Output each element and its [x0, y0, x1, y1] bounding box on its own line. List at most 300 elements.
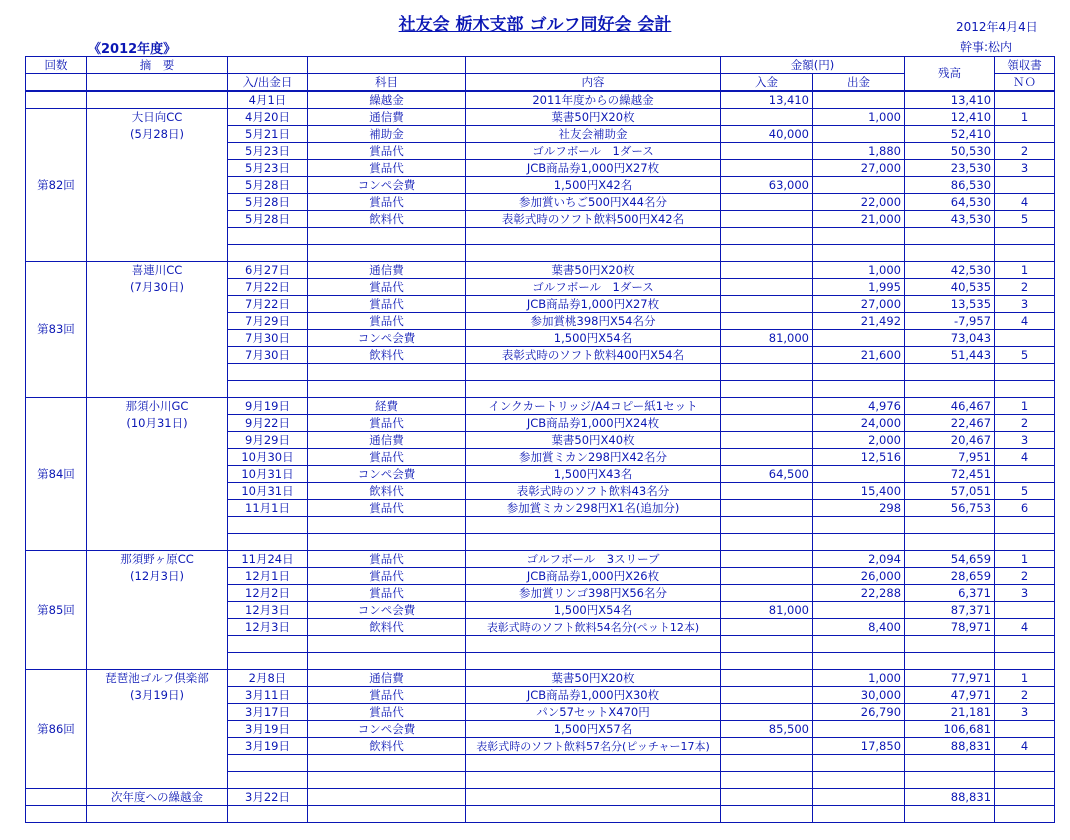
entry-date: 10月31日 [228, 466, 308, 483]
entry-balance: 21,181 [905, 704, 995, 721]
entry-out [813, 721, 905, 738]
entry-in [721, 279, 813, 296]
blank-cell [466, 806, 721, 823]
entry-in [721, 534, 813, 551]
entry-date: 7月30日 [228, 347, 308, 364]
entry-content: 1,500円X57名 [466, 721, 721, 738]
entry-subject: コンペ会費 [308, 330, 466, 347]
entry-subject: 賞品代 [308, 687, 466, 704]
entry-balance: 51,443 [905, 347, 995, 364]
entry-date: 5月23日 [228, 143, 308, 160]
opening-in: 13,410 [721, 91, 813, 109]
closing-subject [308, 789, 466, 806]
entry-date: 12月3日 [228, 602, 308, 619]
entry-receipt-no [995, 228, 1055, 245]
entry-date: 11月1日 [228, 500, 308, 517]
entry-in [721, 500, 813, 517]
entry-receipt-no: 4 [995, 619, 1055, 636]
entry-date [228, 245, 308, 262]
entry-in: 63,000 [721, 177, 813, 194]
header-content-top [466, 57, 721, 74]
round-number: 第82回 [26, 109, 87, 262]
entry-balance [905, 653, 995, 670]
entry-date: 12月1日 [228, 568, 308, 585]
header-summary-sub [87, 74, 228, 92]
entry-date: 9月22日 [228, 415, 308, 432]
opening-round [26, 91, 87, 109]
entry-balance: 47,971 [905, 687, 995, 704]
entry-receipt-no [995, 245, 1055, 262]
entry-out [813, 517, 905, 534]
entry-out: 1,880 [813, 143, 905, 160]
entry-balance: 20,467 [905, 432, 995, 449]
entry-content: JCB商品券1,000円X27枚 [466, 296, 721, 313]
entry-subject [308, 772, 466, 789]
report-date: 2012年4月4日 [956, 20, 1038, 34]
entry-subject: 通信費 [308, 670, 466, 687]
entry-out [813, 653, 905, 670]
entry-balance: 50,530 [905, 143, 995, 160]
entry-out [813, 228, 905, 245]
entry-in [721, 483, 813, 500]
entry-receipt-no: 2 [995, 568, 1055, 585]
entry-content: インクカートリッジ/A4コピー紙1セット [466, 398, 721, 415]
entry-subject [308, 755, 466, 772]
venue-date: (5月28日) [130, 127, 184, 141]
entry-subject: 飲料代 [308, 619, 466, 636]
entry-content: JCB商品券1,000円X27枚 [466, 160, 721, 177]
entry-content [466, 534, 721, 551]
entry-date: 9月29日 [228, 432, 308, 449]
entry-content: 参加賞いちご500円X44名分 [466, 194, 721, 211]
entry-in [721, 109, 813, 126]
entry-content: JCB商品券1,000円X24枚 [466, 415, 721, 432]
entry-out [813, 636, 905, 653]
entry-in [721, 347, 813, 364]
entry-out: 21,000 [813, 211, 905, 228]
entry-date: 5月28日 [228, 194, 308, 211]
entry-in [721, 653, 813, 670]
entry-receipt-no: 4 [995, 313, 1055, 330]
entry-subject: 飲料代 [308, 483, 466, 500]
venue-name: 喜連川CC [131, 263, 183, 277]
venue-name: 琵琶池ゴルフ倶楽部 [105, 671, 209, 685]
entry-date: 5月21日 [228, 126, 308, 143]
entry-in: 81,000 [721, 330, 813, 347]
entry-content [466, 517, 721, 534]
entry-in [721, 313, 813, 330]
entry-in [721, 228, 813, 245]
entry-content: 1,500円X43名 [466, 466, 721, 483]
entry-out [813, 330, 905, 347]
entry-content [466, 772, 721, 789]
entry-date [228, 755, 308, 772]
fiscal-year: 《2012年度》 [88, 42, 177, 57]
entry-out [813, 602, 905, 619]
opening-out [813, 91, 905, 109]
opening-content: 2011年度からの繰越金 [466, 91, 721, 109]
closing-date: 3月22日 [228, 789, 308, 806]
header-date: 入/出金日 [228, 74, 308, 92]
header-subject: 科目 [308, 74, 466, 92]
entry-out: 1,000 [813, 109, 905, 126]
entry-content: 葉書50円X20枚 [466, 262, 721, 279]
closing-out [813, 789, 905, 806]
entry-receipt-no: 5 [995, 483, 1055, 500]
entry-receipt-no [995, 602, 1055, 619]
closing-row [26, 789, 1055, 806]
round-number: 第86回 [26, 670, 87, 789]
closing-content [466, 789, 721, 806]
entry-receipt-no [995, 330, 1055, 347]
entry-out: 22,288 [813, 585, 905, 602]
closing-balance: 88,831 [905, 789, 995, 806]
opening-date: 4月1日 [228, 91, 308, 109]
entry-subject: 飲料代 [308, 211, 466, 228]
entry-balance [905, 636, 995, 653]
entry-balance: 46,467 [905, 398, 995, 415]
entry-subject: 賞品代 [308, 296, 466, 313]
entry-receipt-no: 4 [995, 194, 1055, 211]
entry-date: 3月17日 [228, 704, 308, 721]
entry-in [721, 262, 813, 279]
entry-content: 表彰式時のソフト飲料500円X42名 [466, 211, 721, 228]
entry-balance: 56,753 [905, 500, 995, 517]
entry-balance: 13,535 [905, 296, 995, 313]
entry-subject: 賞品代 [308, 704, 466, 721]
entry-date: 10月31日 [228, 483, 308, 500]
entry-in [721, 415, 813, 432]
entry-receipt-no: 3 [995, 296, 1055, 313]
entry-subject [308, 381, 466, 398]
header-balance: 残高 [905, 57, 995, 92]
entry-balance [905, 772, 995, 789]
closing-in [721, 789, 813, 806]
entry-date: 7月30日 [228, 330, 308, 347]
entry-content: 社友会補助金 [466, 126, 721, 143]
entry-date [228, 772, 308, 789]
round-number: 第84回 [26, 398, 87, 551]
header-subject-top [308, 57, 466, 74]
opening-no [995, 91, 1055, 109]
entry-balance: 43,530 [905, 211, 995, 228]
entry-balance [905, 245, 995, 262]
entry-in [721, 449, 813, 466]
entry-balance [905, 534, 995, 551]
entry-balance: 6,371 [905, 585, 995, 602]
entry-date: 7月22日 [228, 279, 308, 296]
entry-balance: 57,051 [905, 483, 995, 500]
blank-cell [995, 806, 1055, 823]
entry-subject: 賞品代 [308, 568, 466, 585]
entry-subject: 賞品代 [308, 279, 466, 296]
venue-cell [87, 398, 228, 551]
ledger-row [26, 262, 1055, 279]
entry-out [813, 772, 905, 789]
entry-balance: 12,410 [905, 109, 995, 126]
entry-balance [905, 228, 995, 245]
entry-out: 1,000 [813, 670, 905, 687]
entry-content: 葉書50円X20枚 [466, 670, 721, 687]
entry-date: 4月20日 [228, 109, 308, 126]
entry-subject: コンペ会費 [308, 721, 466, 738]
header-row-2 [26, 74, 1055, 92]
entry-balance: 64,530 [905, 194, 995, 211]
entry-balance: 78,971 [905, 619, 995, 636]
venue-name: 那須野ヶ原CC [120, 552, 194, 566]
entry-subject: 賞品代 [308, 449, 466, 466]
closing-no [995, 789, 1055, 806]
entry-subject [308, 245, 466, 262]
entry-in [721, 636, 813, 653]
entry-receipt-no [995, 755, 1055, 772]
blank-cell [905, 806, 995, 823]
blank-cell [721, 806, 813, 823]
entry-content: 参加賞ミカン298円X42名分 [466, 449, 721, 466]
entry-date: 10月30日 [228, 449, 308, 466]
entry-out: 27,000 [813, 296, 905, 313]
blank-cell [87, 806, 228, 823]
entry-balance: 72,451 [905, 466, 995, 483]
entry-content: 葉書50円X20枚 [466, 109, 721, 126]
entry-subject [308, 653, 466, 670]
entry-in [721, 517, 813, 534]
entry-receipt-no [995, 466, 1055, 483]
ledger-row [26, 109, 1055, 126]
entry-receipt-no: 3 [995, 704, 1055, 721]
entry-out [813, 534, 905, 551]
entry-date: 5月28日 [228, 211, 308, 228]
entry-receipt-no [995, 653, 1055, 670]
entry-receipt-no: 2 [995, 279, 1055, 296]
entry-content: 参加賞ミカン298円X1名(追加分) [466, 500, 721, 517]
entry-out [813, 755, 905, 772]
entry-in [721, 619, 813, 636]
entry-in [721, 704, 813, 721]
entry-subject: 飲料代 [308, 738, 466, 755]
entry-in [721, 687, 813, 704]
entry-subject: 賞品代 [308, 313, 466, 330]
entry-content [466, 636, 721, 653]
venue-cell [87, 670, 228, 789]
entry-content [466, 228, 721, 245]
entry-content: ゴルフボール 3スリーブ [466, 551, 721, 568]
header-round: 回数 [26, 57, 87, 74]
entry-receipt-no [995, 177, 1055, 194]
entry-out: 27,000 [813, 160, 905, 177]
entry-out: 1,995 [813, 279, 905, 296]
entry-balance [905, 364, 995, 381]
entry-receipt-no [995, 517, 1055, 534]
entry-date: 11月24日 [228, 551, 308, 568]
header-amount: 金額(円) [721, 57, 905, 74]
entry-date [228, 534, 308, 551]
entry-receipt-no: 5 [995, 211, 1055, 228]
entry-in [721, 381, 813, 398]
entry-balance: 40,535 [905, 279, 995, 296]
header-receipt: 領収書 [995, 57, 1055, 74]
entry-in [721, 160, 813, 177]
opening-row [26, 91, 1055, 109]
entry-content: JCB商品券1,000円X26枚 [466, 568, 721, 585]
entry-out: 21,492 [813, 313, 905, 330]
ledger-table [25, 56, 1055, 823]
entry-subject: 賞品代 [308, 500, 466, 517]
entry-receipt-no [995, 721, 1055, 738]
entry-in [721, 755, 813, 772]
venue-cell [87, 109, 228, 262]
entry-out: 15,400 [813, 483, 905, 500]
manager-name: 幹事:松内 [960, 40, 1013, 54]
entry-date: 5月23日 [228, 160, 308, 177]
header-content: 内容 [466, 74, 721, 92]
entry-out: 12,516 [813, 449, 905, 466]
entry-in [721, 772, 813, 789]
entry-balance: 23,530 [905, 160, 995, 177]
entry-in: 40,000 [721, 126, 813, 143]
entry-out: 4,976 [813, 398, 905, 415]
entry-content: 表彰式時のソフト飲料54名分(ペット12本) [466, 619, 721, 636]
venue-cell [87, 262, 228, 398]
entry-date [228, 364, 308, 381]
entry-subject: 通信費 [308, 109, 466, 126]
entry-balance [905, 381, 995, 398]
entry-subject: コンペ会費 [308, 602, 466, 619]
entry-in [721, 738, 813, 755]
entry-balance: 77,971 [905, 670, 995, 687]
entry-date: 12月2日 [228, 585, 308, 602]
entry-date: 2月8日 [228, 670, 308, 687]
entry-content: 1,500円X54名 [466, 330, 721, 347]
blank-cell [228, 806, 308, 823]
entry-subject: 賞品代 [308, 194, 466, 211]
opening-summary [87, 91, 228, 109]
entry-content [466, 381, 721, 398]
page-title: 社友会 栃木支部 ゴルフ同好会 会計 [398, 15, 672, 35]
entry-subject [308, 636, 466, 653]
ledger-row [26, 398, 1055, 415]
entry-date: 5月28日 [228, 177, 308, 194]
entry-receipt-no [995, 381, 1055, 398]
entry-balance [905, 517, 995, 534]
entry-in: 85,500 [721, 721, 813, 738]
header-round-sub [26, 74, 87, 92]
entry-content: 参加賞リンゴ398円X56名分 [466, 585, 721, 602]
entry-subject: 賞品代 [308, 585, 466, 602]
entry-out [813, 381, 905, 398]
entry-receipt-no: 2 [995, 143, 1055, 160]
header-in: 入金 [721, 74, 813, 92]
entry-out: 298 [813, 500, 905, 517]
entry-content: ゴルフボール 1ダース [466, 279, 721, 296]
entry-receipt-no: 3 [995, 160, 1055, 177]
entry-receipt-no: 1 [995, 670, 1055, 687]
entry-balance: 73,043 [905, 330, 995, 347]
header-row-1 [26, 57, 1055, 74]
entry-subject: 賞品代 [308, 551, 466, 568]
entry-receipt-no: 3 [995, 585, 1055, 602]
entry-balance: 42,530 [905, 262, 995, 279]
entry-content: 葉書50円X40枚 [466, 432, 721, 449]
entry-receipt-no: 5 [995, 347, 1055, 364]
entry-in [721, 364, 813, 381]
blank-row [26, 806, 1055, 823]
entry-balance: 54,659 [905, 551, 995, 568]
entry-receipt-no: 1 [995, 109, 1055, 126]
venue-name: 那須小川GC [125, 399, 189, 413]
entry-content: 1,500円X42名 [466, 177, 721, 194]
entry-receipt-no: 1 [995, 551, 1055, 568]
entry-subject [308, 534, 466, 551]
entry-in [721, 296, 813, 313]
round-number: 第83回 [26, 262, 87, 398]
entry-out [813, 245, 905, 262]
entry-date: 3月11日 [228, 687, 308, 704]
entry-balance: -7,957 [905, 313, 995, 330]
entry-content [466, 364, 721, 381]
entry-date: 12月3日 [228, 619, 308, 636]
entry-subject: 通信費 [308, 432, 466, 449]
entry-receipt-no [995, 772, 1055, 789]
entry-content: 1,500円X54名 [466, 602, 721, 619]
ledger-row [26, 551, 1055, 568]
entry-receipt-no [995, 534, 1055, 551]
venue-date: (12月3日) [130, 569, 184, 583]
entry-subject: 補助金 [308, 126, 466, 143]
entry-balance: 52,410 [905, 126, 995, 143]
entry-out: 22,000 [813, 194, 905, 211]
entry-subject: コンペ会費 [308, 466, 466, 483]
entry-out: 2,000 [813, 432, 905, 449]
entry-receipt-no: 6 [995, 500, 1055, 517]
entry-content: JCB商品券1,000円X30枚 [466, 687, 721, 704]
entry-in [721, 398, 813, 415]
venue-date: (3月19日) [130, 688, 184, 702]
entry-balance: 88,831 [905, 738, 995, 755]
header-date-top [228, 57, 308, 74]
entry-out: 1,000 [813, 262, 905, 279]
entry-out [813, 364, 905, 381]
entry-out [813, 466, 905, 483]
blank-cell [26, 806, 87, 823]
entry-out: 24,000 [813, 415, 905, 432]
entry-date: 7月29日 [228, 313, 308, 330]
entry-out: 26,000 [813, 568, 905, 585]
venue-date: (10月31日) [126, 416, 188, 430]
entry-content [466, 653, 721, 670]
entry-content: パン57セットX470円 [466, 704, 721, 721]
blank-cell [813, 806, 905, 823]
entry-in [721, 432, 813, 449]
venue-cell [87, 551, 228, 670]
entry-in [721, 245, 813, 262]
entry-in [721, 194, 813, 211]
entry-receipt-no: 4 [995, 738, 1055, 755]
opening-balance: 13,410 [905, 91, 995, 109]
entry-subject: 飲料代 [308, 347, 466, 364]
entry-in [721, 670, 813, 687]
entry-receipt-no [995, 636, 1055, 653]
entry-date: 7月22日 [228, 296, 308, 313]
entry-subject: 賞品代 [308, 415, 466, 432]
entry-balance: 86,530 [905, 177, 995, 194]
entry-content: 表彰式時のソフト飲料57名分(ピッチャー17本) [466, 738, 721, 755]
entry-content [466, 755, 721, 772]
entry-in [721, 143, 813, 160]
entry-subject: 経費 [308, 398, 466, 415]
venue-name: 大日向CC [131, 110, 183, 124]
entry-date: 3月19日 [228, 721, 308, 738]
